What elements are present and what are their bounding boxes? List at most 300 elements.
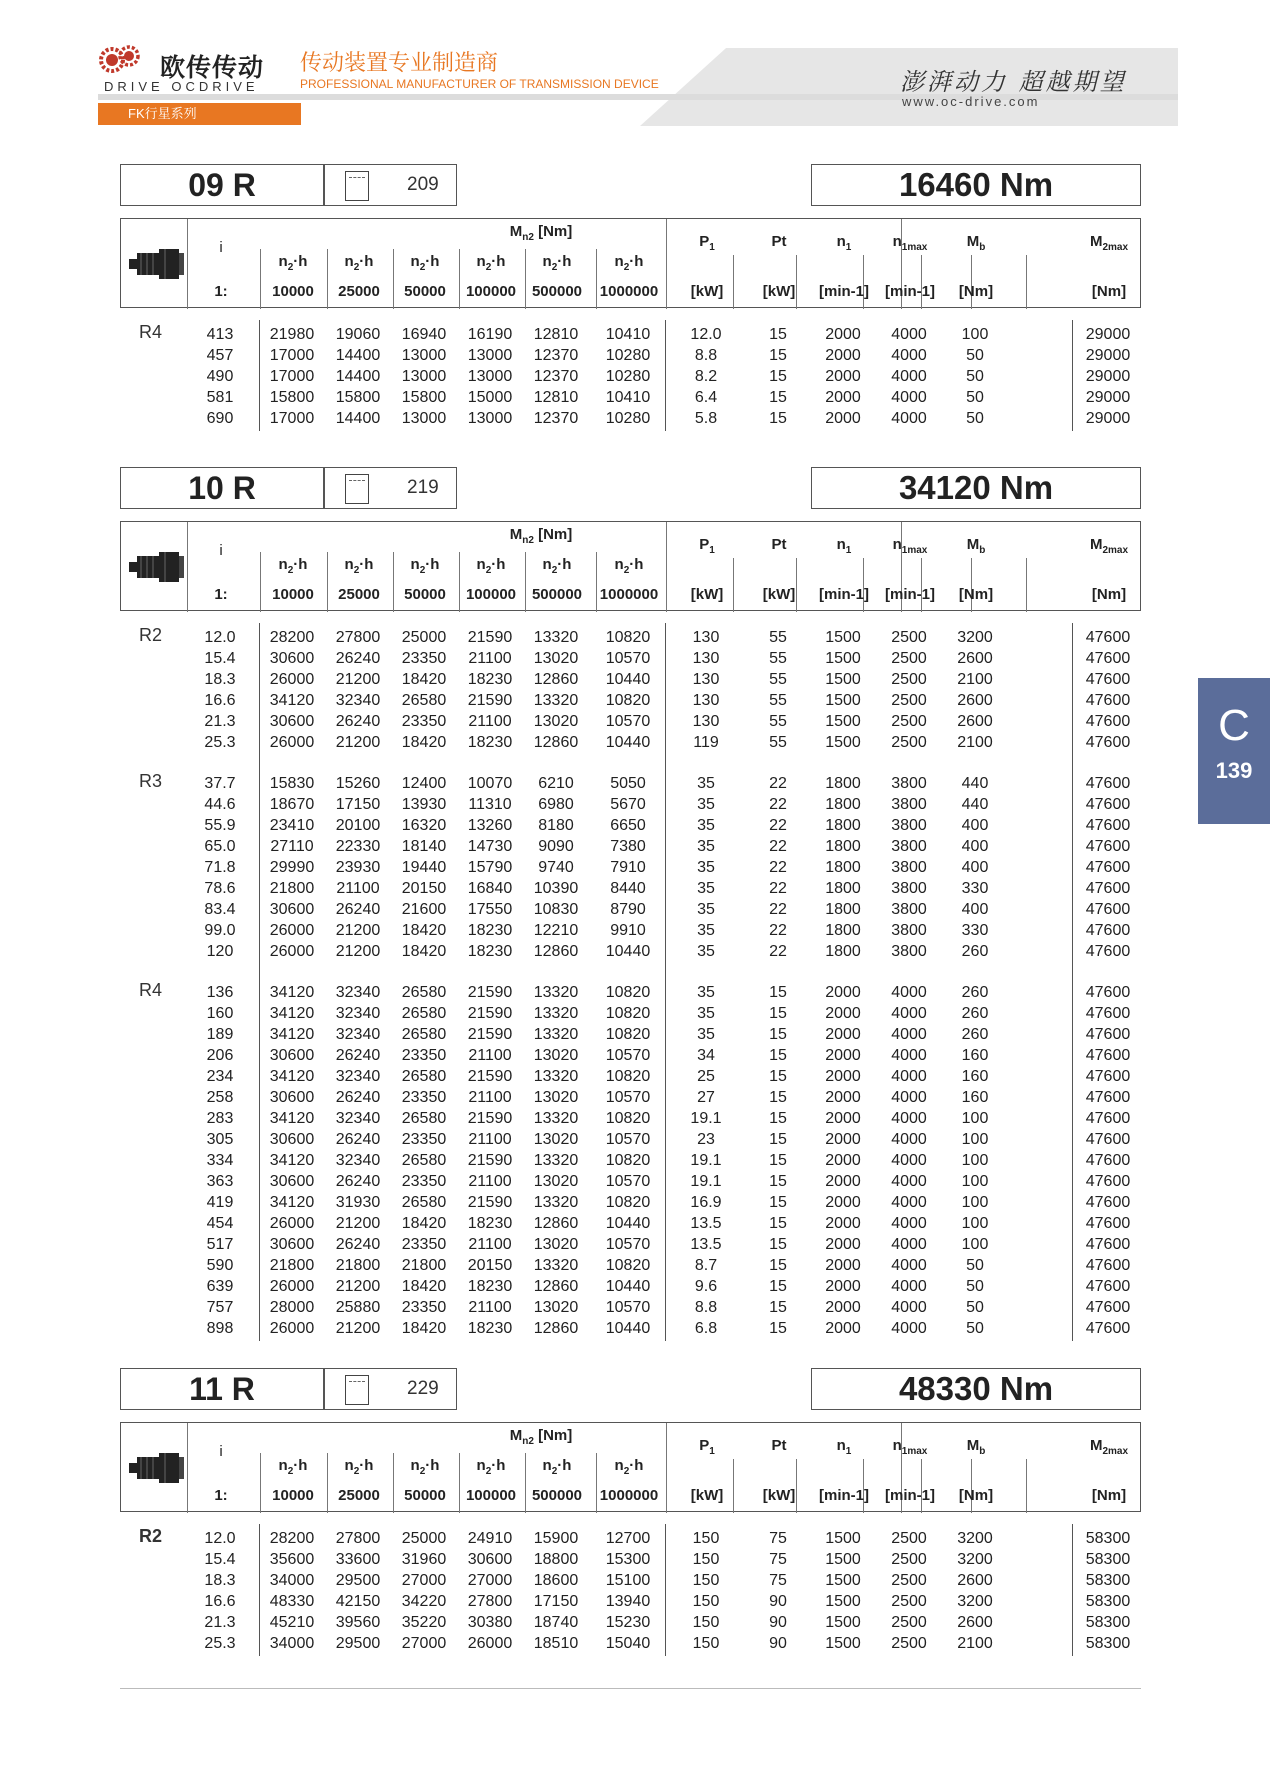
table-cell: 305 [206, 1131, 234, 1148]
table-cell: 2100 [957, 671, 993, 688]
table-cell: 16840 [467, 880, 513, 897]
table-cell: 2000 [825, 389, 861, 406]
table-cell: 25880 [335, 1299, 381, 1316]
table-cell: 25000 [401, 629, 447, 646]
header-divider [187, 522, 188, 612]
header-divider [796, 255, 797, 309]
table-cell: 15 [769, 410, 787, 427]
table-cell: 21800 [401, 1257, 447, 1274]
table-cell: 35 [697, 859, 715, 876]
table-cell: 2000 [825, 368, 861, 385]
table-cell: 1800 [825, 901, 861, 918]
col-life-value: 10000 [272, 283, 314, 300]
table-cell: 83.4 [204, 901, 236, 918]
col-ratio-prefix: 1: [214, 283, 228, 300]
table-cell: 10570 [605, 650, 651, 667]
table-cell: 4000 [891, 1110, 927, 1127]
table-cell: 26000 [269, 1278, 315, 1295]
table-cell: 2600 [957, 713, 993, 730]
table-cell: 47600 [1085, 817, 1131, 834]
table-cell: 100 [961, 1215, 989, 1232]
table-cell: 29000 [1085, 389, 1131, 406]
table-cell: 13320 [533, 629, 579, 646]
table-cell: 234 [206, 1068, 234, 1085]
table-cell: 47600 [1085, 1320, 1131, 1337]
table-cell: 13020 [533, 1089, 579, 1106]
table-cell: 100 [961, 1152, 989, 1169]
table-row [0, 324, 1280, 345]
table-cell: 21.3 [204, 713, 236, 730]
table-cell: 4000 [891, 1194, 927, 1211]
table-cell: 47600 [1085, 1026, 1131, 1043]
table-cell: 34000 [269, 1572, 315, 1589]
table-cell: 13930 [401, 796, 447, 813]
table-row [0, 1003, 1280, 1024]
table-cell: 23350 [401, 1173, 447, 1190]
table-cell: 47600 [1085, 629, 1131, 646]
table-cell: 4000 [891, 1257, 927, 1274]
table-cell: 4000 [891, 1152, 927, 1169]
table-cell: 189 [206, 1026, 234, 1043]
model-name: 09 R [120, 164, 324, 206]
table-cell: 21590 [467, 692, 513, 709]
table-cell: 55 [769, 629, 787, 646]
table-cell: 10820 [605, 692, 651, 709]
table-cell: 15800 [401, 389, 447, 406]
table-row [0, 1234, 1280, 1255]
table-cell: 47600 [1085, 650, 1131, 667]
table-cell: 18230 [467, 1215, 513, 1232]
header-divider [1026, 1459, 1027, 1513]
reference-number: 209 [407, 174, 439, 195]
table-cell: 17000 [269, 368, 315, 385]
table-cell: 12860 [533, 943, 579, 960]
col-life-label: $n_2\cdot h$ [278, 556, 308, 576]
col-life-label: $n_2\cdot h$ [410, 253, 440, 273]
table-cell: 18600 [533, 1572, 579, 1589]
table-cell: 21100 [468, 650, 512, 667]
table-cell: 1800 [825, 838, 861, 855]
table-cell: 150 [692, 1593, 720, 1610]
table-cell: 90 [769, 1614, 787, 1631]
table-cell: 21590 [467, 1026, 513, 1043]
table-cell: 17150 [533, 1593, 579, 1610]
col-m2max-unit: [Nm] [1091, 1487, 1127, 1504]
col-n1-unit: [min-1] [819, 283, 869, 300]
table-cell: 15 [769, 1152, 787, 1169]
table-cell: 26240 [335, 1236, 381, 1253]
table-cell: 13260 [467, 817, 513, 834]
table-cell: 10820 [605, 1194, 651, 1211]
table-cell: 2500 [891, 1530, 927, 1547]
header-divider [921, 255, 922, 309]
table-cell: 100 [961, 1131, 989, 1148]
table-cell: 26240 [335, 1173, 381, 1190]
table-cell: 26580 [401, 1068, 447, 1085]
col-life-label: $n_2\cdot h$ [614, 1457, 644, 1477]
table-cell: 3800 [891, 880, 927, 897]
table-cell: 18420 [401, 1215, 447, 1232]
table-row [0, 836, 1280, 857]
table-cell: 29500 [335, 1635, 381, 1652]
table-cell: 21590 [467, 1152, 513, 1169]
table-cell: 22 [769, 817, 787, 834]
table-cell: 12860 [533, 1320, 579, 1337]
table-cell: 590 [206, 1257, 234, 1274]
table-cell: 32340 [335, 1152, 381, 1169]
table-cell: 18230 [467, 943, 513, 960]
table-row [0, 1318, 1280, 1339]
table-cell: 32340 [335, 1068, 381, 1085]
col-n1-unit: [min-1] [819, 586, 869, 603]
table-cell: 32340 [335, 984, 381, 1001]
table-cell: 4000 [891, 389, 927, 406]
table-cell: 23930 [335, 859, 381, 876]
table-cell: 18420 [401, 671, 447, 688]
table-cell: 2500 [891, 650, 927, 667]
table-cell: 4000 [891, 1089, 927, 1106]
table-cell: 13020 [533, 1299, 579, 1316]
table-cell: 17150 [335, 796, 381, 813]
table-cell: 12210 [533, 922, 579, 939]
table-cell: 21800 [269, 880, 315, 897]
table-cell: 15.4 [204, 1551, 236, 1568]
table-cell: 13000 [467, 410, 513, 427]
table-cell: 19.1 [690, 1110, 722, 1127]
table-cell: 150 [692, 1530, 720, 1547]
table-cell: 18420 [401, 922, 447, 939]
table-cell: 47600 [1085, 1089, 1131, 1106]
table-cell: 15000 [467, 389, 513, 406]
table-cell: 6980 [538, 796, 574, 813]
table-cell: 16.9 [690, 1194, 722, 1211]
table-cell: 34220 [401, 1593, 447, 1610]
table-cell: 9.6 [694, 1278, 718, 1295]
table-cell: 15 [769, 1320, 787, 1337]
table-cell: 4000 [891, 1173, 927, 1190]
table-cell: 47600 [1085, 984, 1131, 1001]
table-cell: 21800 [335, 1257, 381, 1274]
col-life-value: 100000 [465, 1487, 517, 1504]
col-life-value: 100000 [465, 283, 517, 300]
table-cell: 15800 [269, 389, 315, 406]
table-cell: 8790 [610, 901, 646, 918]
table-cell: 21100 [468, 713, 512, 730]
table-cell: 15 [769, 1278, 787, 1295]
table-cell: 47600 [1085, 838, 1131, 855]
table-cell: 27800 [467, 1593, 513, 1610]
table-cell: 260 [961, 1026, 989, 1043]
table-cell: 2500 [891, 1614, 927, 1631]
table-cell: 119 [693, 734, 719, 751]
table-cell: 2500 [891, 1593, 927, 1610]
table-cell: 13320 [533, 1110, 579, 1127]
table-cell: 30600 [269, 650, 315, 667]
table-cell: 10410 [605, 326, 651, 343]
table-cell: 2000 [825, 1089, 861, 1106]
col-pt-unit: [kW] [762, 586, 796, 603]
gearbox-icon [127, 548, 185, 586]
table-cell: 39560 [335, 1614, 381, 1631]
table-cell: 2000 [825, 1047, 861, 1064]
table-cell: 55 [769, 671, 787, 688]
table-cell: 32340 [335, 1005, 381, 1022]
table-cell: 22 [769, 796, 787, 813]
table-cell: 15900 [533, 1530, 579, 1547]
header-divider [971, 558, 972, 612]
table-cell: 18670 [269, 796, 315, 813]
table-cell: 4000 [891, 1047, 927, 1064]
table-cell: 29990 [269, 859, 315, 876]
table-cell: 50 [966, 347, 984, 364]
table-row [0, 711, 1280, 732]
table-cell: 18230 [467, 922, 513, 939]
table-header [120, 521, 1141, 611]
col-life-value: 25000 [338, 586, 380, 603]
table-cell: 58300 [1085, 1635, 1131, 1652]
table-cell: 10830 [533, 901, 579, 918]
table-cell: 14400 [335, 410, 381, 427]
table-cell: 47600 [1085, 859, 1131, 876]
table-cell: 32340 [335, 1026, 381, 1043]
table-cell: 150 [692, 1551, 720, 1568]
col-mn2-label: $M_{n2}$ [Nm] [509, 223, 573, 243]
table-cell: 15800 [335, 389, 381, 406]
table-cell: 34120 [269, 1068, 315, 1085]
table-cell: 23350 [401, 1236, 447, 1253]
table-cell: 12810 [533, 389, 579, 406]
table-cell: 15 [769, 1110, 787, 1127]
table-row [0, 857, 1280, 878]
table-cell: 34120 [269, 1194, 315, 1211]
table-cell: 23350 [401, 1131, 447, 1148]
table-cell: 13320 [533, 1026, 579, 1043]
table-cell: 21590 [467, 1068, 513, 1085]
table-cell: 2000 [825, 1110, 861, 1127]
table-cell: 12370 [533, 368, 579, 385]
table-cell: 517 [206, 1236, 234, 1253]
table-cell: 26580 [401, 1005, 447, 1022]
table-cell: 10820 [605, 1005, 651, 1022]
col-mb-label: $M_b$ [966, 1437, 986, 1457]
table-cell: 15 [769, 1236, 787, 1253]
table-cell: 12860 [533, 1215, 579, 1232]
table-cell: 15 [769, 1215, 787, 1232]
table-cell: 30600 [269, 901, 315, 918]
table-cell: 413 [206, 326, 234, 343]
col-life-label: $n_2\cdot h$ [476, 253, 506, 273]
col-n1-label: $n_1$ [836, 1437, 852, 1457]
table-cell: 35 [697, 1026, 715, 1043]
table-cell: 21100 [468, 1131, 512, 1148]
table-cell: 13320 [533, 1257, 579, 1274]
table-cell: 160 [961, 1047, 989, 1064]
table-cell: 45210 [269, 1614, 315, 1631]
table-cell: 32340 [335, 692, 381, 709]
table-cell: 21100 [468, 1299, 512, 1316]
table-cell: 13320 [533, 1194, 579, 1211]
table-cell: 27110 [270, 838, 314, 855]
table-cell: 21100 [468, 1173, 512, 1190]
slogan-en: PROFESSIONAL MANUFACTURER OF TRANSMISSION DEVICE [300, 77, 659, 91]
table-cell: 35 [697, 901, 715, 918]
model-name: 11 R [120, 1368, 324, 1410]
table-cell: 12400 [401, 775, 447, 792]
stage-label: R4 [139, 322, 163, 342]
table-cell: 5.8 [694, 410, 718, 427]
table-cell: 27000 [467, 1572, 513, 1589]
table-cell: 15 [769, 326, 787, 343]
table-cell: 10280 [605, 347, 651, 364]
col-i-label: i [219, 239, 223, 256]
document-icon [345, 171, 369, 201]
table-cell: 757 [206, 1299, 234, 1316]
table-cell: 1500 [825, 734, 861, 751]
column-separator [665, 320, 666, 431]
table-row [0, 1297, 1280, 1318]
table-cell: 100 [961, 1194, 989, 1211]
table-cell: 34 [697, 1047, 715, 1064]
table-cell: 1500 [825, 1551, 861, 1568]
header-divider [863, 255, 864, 309]
table-cell: 21100 [468, 1047, 512, 1064]
table-cell: 23 [697, 1131, 715, 1148]
table-cell: 58300 [1085, 1614, 1131, 1631]
table-cell: 2000 [825, 1215, 861, 1232]
table-cell: 6650 [610, 817, 646, 834]
header-divider [733, 255, 734, 309]
table-cell: 10570 [605, 1089, 651, 1106]
table-cell: 99.0 [204, 922, 236, 939]
col-life-label: $n_2\cdot h$ [344, 556, 374, 576]
series-label: FK行星系列 [98, 103, 301, 125]
table-cell: 1500 [825, 713, 861, 730]
col-pt-label: Pt [771, 1437, 787, 1454]
col-n1max-label: $n_{1max}$ [892, 1437, 928, 1457]
table-row [0, 1171, 1280, 1192]
table-cell: 19060 [335, 326, 381, 343]
table-cell: 50 [966, 1299, 984, 1316]
table-cell: 24910 [467, 1530, 513, 1547]
table-row [0, 690, 1280, 711]
col-ratio-prefix: 1: [214, 586, 228, 603]
table-cell: 26000 [269, 671, 315, 688]
table-cell: 419 [206, 1194, 234, 1211]
table-cell: 58300 [1085, 1593, 1131, 1610]
table-cell: 21590 [467, 629, 513, 646]
table-cell: 1500 [825, 671, 861, 688]
header-divider [733, 1459, 734, 1513]
header-divider [863, 1459, 864, 1513]
table-cell: 18230 [467, 734, 513, 751]
table-cell: 30600 [467, 1551, 513, 1568]
table-cell: 21590 [467, 1005, 513, 1022]
stage-label: R2 [139, 625, 163, 645]
col-life-value: 100000 [465, 586, 517, 603]
table-cell: 75 [769, 1572, 787, 1589]
table-cell: 50 [966, 1320, 984, 1337]
page-reference [324, 164, 457, 206]
table-cell: 34120 [269, 692, 315, 709]
table-cell: 15 [769, 347, 787, 364]
table-cell: 13020 [533, 1131, 579, 1148]
col-pt-unit: [kW] [762, 1487, 796, 1504]
col-life-label: $n_2\cdot h$ [476, 556, 506, 576]
stage-label: R2 [139, 1526, 163, 1546]
table-cell: 35 [697, 817, 715, 834]
table-cell: 10820 [605, 1068, 651, 1085]
table-row [0, 1633, 1280, 1654]
table-cell: 35 [697, 922, 715, 939]
table-row [0, 1108, 1280, 1129]
col-n1max-unit: [min-1] [885, 1487, 935, 1504]
table-cell: 15040 [605, 1635, 651, 1652]
table-cell: 6.8 [694, 1320, 718, 1337]
col-pt-label: Pt [771, 233, 787, 250]
table-cell: 18420 [401, 734, 447, 751]
table-cell: 21590 [467, 1194, 513, 1211]
table-cell: 90 [769, 1635, 787, 1652]
table-cell: 2000 [825, 1194, 861, 1211]
table-row [0, 1276, 1280, 1297]
col-n1max-unit: [min-1] [885, 283, 935, 300]
table-cell: 10440 [605, 1320, 651, 1337]
stage-label: R3 [139, 771, 163, 791]
table-cell: 23350 [401, 1089, 447, 1106]
table-cell: 58300 [1085, 1572, 1131, 1589]
table-cell: 29000 [1085, 326, 1131, 343]
table-cell: 15260 [335, 775, 381, 792]
table-cell: 55 [769, 734, 787, 751]
col-mn2-label: $M_{n2}$ [Nm] [509, 526, 573, 546]
table-cell: 75 [769, 1551, 787, 1568]
table-cell: 8.8 [694, 347, 718, 364]
table-cell: 260 [961, 984, 989, 1001]
table-cell: 2000 [825, 1026, 861, 1043]
table-cell: 47600 [1085, 943, 1131, 960]
table-cell: 37.7 [204, 775, 236, 792]
table-cell: 30380 [467, 1614, 513, 1631]
table-header [120, 1422, 1141, 1512]
table-cell: 440 [961, 775, 989, 792]
table-cell: 2000 [825, 1320, 861, 1337]
table-cell: 2500 [891, 692, 927, 709]
table-row [0, 1129, 1280, 1150]
table-cell: 2500 [891, 1572, 927, 1589]
table-cell: 65.0 [204, 838, 236, 855]
table-cell: 130 [692, 692, 720, 709]
col-life-label: $n_2\cdot h$ [542, 556, 572, 576]
table-cell: 5050 [610, 775, 646, 792]
table-cell: 18510 [533, 1635, 579, 1652]
gearbox-icon [127, 245, 185, 283]
table-cell: 7380 [610, 838, 646, 855]
table-cell: 26000 [269, 1320, 315, 1337]
table-cell: 35220 [401, 1614, 447, 1631]
table-cell: 33600 [335, 1551, 381, 1568]
table-cell: 150 [692, 1614, 720, 1631]
table-cell: 15230 [605, 1614, 651, 1631]
table-cell: 27 [697, 1089, 715, 1106]
table-row [0, 1213, 1280, 1234]
table-cell: 15 [769, 1068, 787, 1085]
table-row [0, 1066, 1280, 1087]
table-cell: 454 [206, 1215, 234, 1232]
table-cell: 4000 [891, 1278, 927, 1295]
table-cell: 21100 [468, 1089, 512, 1106]
col-mb-unit: [Nm] [958, 283, 994, 300]
table-cell: 21800 [269, 1257, 315, 1274]
